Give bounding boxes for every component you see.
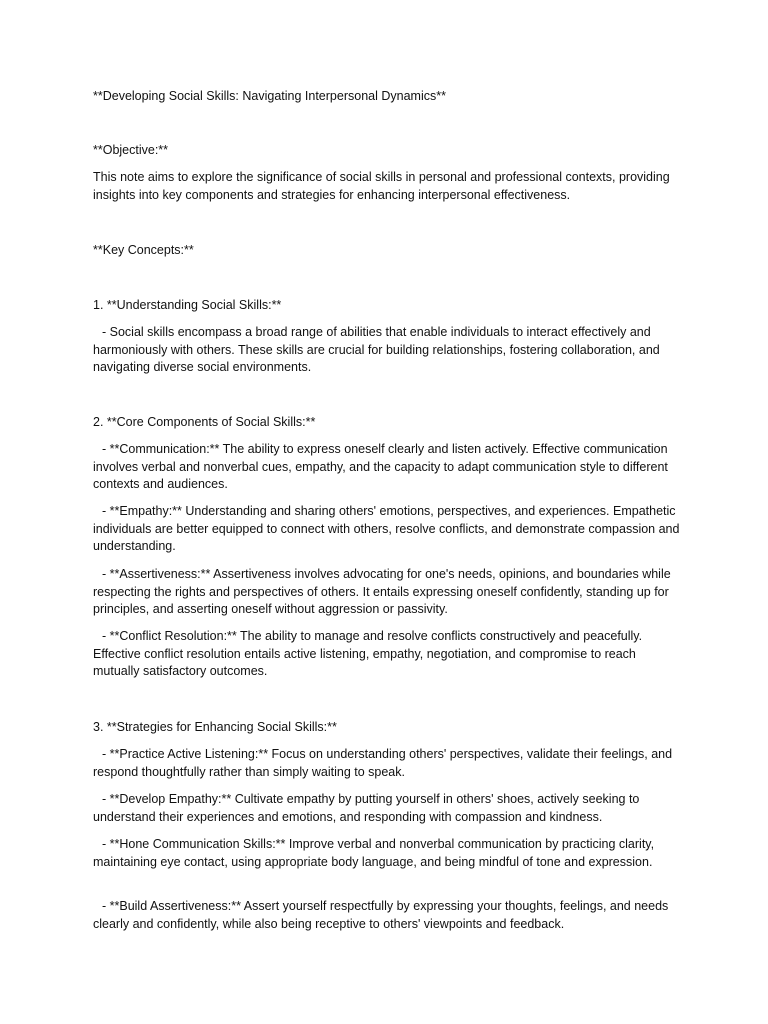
section1-heading: 1. **Understanding Social Skills:** <box>93 298 282 312</box>
active-listening-paragraph: - **Practice Active Listening:** Focus on understanding others' perspectives, validate their feelings, and respond thoughtfully rather than simply waiting to speak. <box>93 747 673 779</box>
objective-paragraph: This note aims to explore the significance of social skills in personal and professional contexts, providing insights into key components and strategies for enhancing interpersonal effectiveness. <box>93 170 670 202</box>
assertiveness-paragraph: - **Assertiveness:** Assertiveness involves advocating for one's needs, opinions, and boundaries while respecting the rights and perspectives of others. It entails expressing oneself confidently, standing up for principles, and asserting oneself without aggression or passivity. <box>93 567 671 616</box>
communication-paragraph: - **Communication:** The ability to express oneself clearly and listen actively. Effective communication involves verbal and nonverbal cues, empathy, and the capacity to adapt communication style to different contexts and audiences. <box>93 442 668 491</box>
key-concepts-heading: **Key Concepts:** <box>93 243 194 257</box>
section3-heading: 3. **Strategies for Enhancing Social Skills:** <box>93 720 337 734</box>
section1-paragraph: - Social skills encompass a broad range of abilities that enable individuals to interact effectively and harmoniously with others. These skills are crucial for building relationships, fostering collaboration, and navigating diverse social environments. <box>93 325 660 374</box>
develop-empathy-paragraph: - **Develop Empathy:** Cultivate empathy by putting yourself in others' shoes, actively seeking to understand their experiences and emotions, and responding with compassion and kindness. <box>93 792 640 824</box>
section2-heading: 2. **Core Components of Social Skills:** <box>93 415 316 429</box>
empathy-paragraph: - **Empathy:** Understanding and sharing others' emotions, perspectives, and experiences. Empathetic individuals are better equipped to connect with others, resolve conflicts, and demonstrate compassion and understanding. <box>93 504 680 553</box>
conflict-resolution-paragraph: - **Conflict Resolution:** The ability to manage and resolve conflicts constructively and peacefully. Effective conflict resolution entails active listening, empathy, negotiation, and compromise to reach mutually satisfactory outcomes. <box>93 629 643 678</box>
objective-heading: **Objective:** <box>93 143 169 157</box>
document-title: **Developing Social Skills: Navigating Interpersonal Dynamics** <box>93 89 446 103</box>
communication-skills-paragraph: - **Hone Communication Skills:** Improve verbal and nonverbal communication by practicing clarity, maintaining eye contact, using appropriate body language, and being mindful of tone and expression. <box>93 837 655 869</box>
build-assertiveness-paragraph: - **Build Assertiveness:** Assert yourself respectfully by expressing your thoughts, feelings, and needs clearly and confidently, while also being receptive to others' viewpoints and feedback. <box>93 899 669 931</box>
